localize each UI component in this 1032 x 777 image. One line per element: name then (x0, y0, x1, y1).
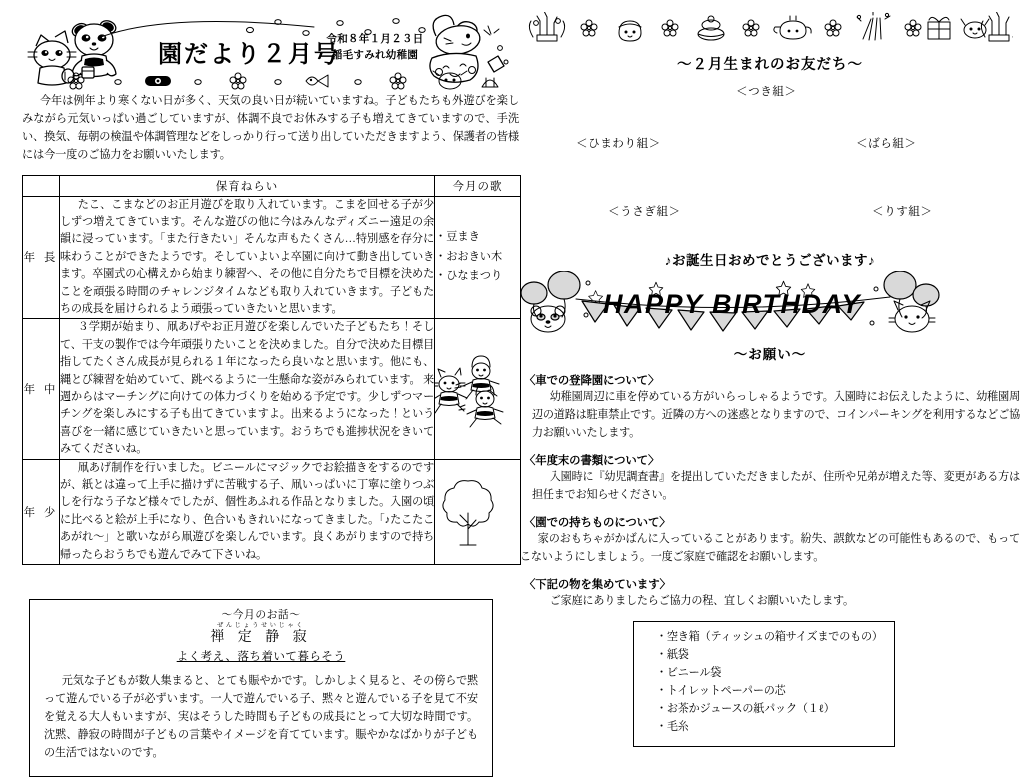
story-title: 禅 定 静 寂 (210, 630, 312, 646)
children-running-illustration-cell (435, 319, 521, 459)
request-body: 幼稚園周辺に車を停めている方がいらっしゃるようです。入園時にお伝えしたように、幼稚園周辺の道路は駐車禁止です。近隣の方への迷惑となりますので、コインパーキングを利用するなどご協力お願いいたします。 (532, 391, 1020, 439)
request-block-belongings (520, 514, 1020, 567)
grade-label-nencho: 年 長 (23, 196, 60, 319)
header-aim: 保育ねらい (60, 175, 435, 196)
list-item: ・お茶かジュースの紙パック（１ℓ） (656, 702, 835, 715)
request-heading: 〈下記の物を集めています〉 (524, 578, 671, 591)
collection-items-box (633, 621, 895, 747)
birthday-congratulations: ♪お誕生日おめでとうございます♪ (664, 253, 876, 268)
list-item: ・空き箱（ティッシュの箱サイズまでのもの） (656, 630, 883, 643)
aim-paragraph: たこ、こまなどのお正月遊びを取り入れています。こまを回せる子が少しずつ増えてきています。そんな遊びの他に今はみんなディズニー遠足の余韻に浸っています。「また行きたい」そんな声もたくさん…特別感を存分に味わうことができたようです。そしていよいよ卒園に向けて動き出していきます。卒園式の心構えから始まり練習へ、その他に自分たちで目標を決めたことを頑張る時間のチャレンジタイムなども取り入れていきます。子どもたちの成長を届けられるよう頑張っていきたいと思います。 (60, 198, 434, 315)
grade-label-nenchu: 年 中 (23, 319, 60, 459)
request-body: ご家庭にありましたらご協力の程、宜しくお願いいたします。 (549, 594, 854, 607)
story-title-ruby: ぜんじょうせいじゃく (217, 622, 305, 630)
masthead (22, 10, 522, 88)
request-body: 入園時に『幼児調査書』を提出していただきましたが、住所や兄弟が増えた等、変更がある方は担任までお知らせください。 (532, 470, 1020, 501)
class-aims-table (22, 175, 521, 566)
list-item: ・ビニール袋 (656, 666, 722, 679)
list-item: ・トイレットペーパーの芯 (656, 684, 786, 697)
header-blank (23, 175, 60, 196)
story-header (44, 607, 478, 664)
banner-text: HAPPY BIRTHDAY (602, 289, 862, 319)
request-heading: 〈園での持ちものについて〉 (524, 516, 671, 529)
request-block-documents (520, 452, 1020, 505)
page-title: 園だより２月号 (158, 42, 340, 68)
aim-text-nenchu (60, 319, 435, 459)
newyear-decoration-strip (527, 12, 1013, 46)
story-motto: よく考え、落ち着いて暮らそう (176, 650, 346, 664)
request-body: 家のおもちゃがかばんに入っていることがあります。紛失、誤飲などの可能性もあるので、もってこないようにしましょう。一度ご家庭で確認をお願いします。 (520, 532, 1020, 563)
aim-paragraph: 凧あげ制作を行いました。ビニールにマジックでお絵描きをするのですが、紙とは違って上手に描けずに苦戦する子、凧いっぱいに丁寧に塗りつぶしを行なう子など様々でしたが、個性あふれる作品となりました。入園の頃に比べると絵が上手になり、色合いもきれいになってきました。「♪たこたこあがれ〜」と歌いながら凧遊びを楽しんでいます。良くあがりますので持ち帰ったらおうちでも遊んでみて下さいね。 (60, 461, 434, 561)
grade-label-nensho: 年 少 (23, 459, 60, 564)
request-block-collection (520, 576, 1020, 611)
aim-paragraph: ３学期が始まり、凧あげやお正月遊びを楽しんでいた子どもたち！そして、干支の製作では今年頑張りたいことを決めました。自分で決めた目標目指してたくさん成長が見られる１年になったら良いなと思います。他にも、縄とび練習を始めていて、跳べるように一生懸命な姿がみられています。 来週からはマーチングに向けての体力づくりを始める予定です。少しずつマーチングを楽しみにする子も出てきていますよ。出来るようになった！という喜びを一緒に感じていきたいと思っています。おうちでも進捗状況をきいてみてくださいね。 (60, 321, 434, 456)
song-item: ・おおきい木 (435, 250, 503, 263)
tree-illustration-cell (435, 459, 521, 564)
collection-list (656, 629, 884, 737)
monthly-story-box (29, 599, 493, 777)
school-name: 稲毛すみれ幼稚園 (331, 50, 419, 62)
birthday-class-himawari: ＜ひまわり組＞ (576, 137, 661, 150)
table-row (23, 319, 521, 459)
list-item: ・毛糸 (656, 720, 689, 733)
birthday-class-usagi: ＜うさぎ組＞ (608, 205, 681, 218)
song-list-nencho (435, 196, 521, 319)
table-header-row (23, 175, 521, 196)
intro-paragraph: 今年は例年より寒くない日が多く、天気の良い日が続いていますね。子どもたちも外遊びを楽しみながら元気いっぱい過ごしていますが、体調不良でお休みする子も増えてきていますので、手洗い、換気、毎朝の検温や体調管理などをしっかり行って送り出していただきますよう、保護者の皆様には今一度のご協力をお願いいたします。 (22, 95, 519, 162)
tree-icon (435, 471, 501, 553)
happy-birthday-banner (520, 271, 1020, 333)
table-row (23, 196, 521, 319)
request-block-car (520, 372, 1020, 443)
aim-text-nensho (60, 459, 435, 564)
song-item: ・ひなまつり (435, 270, 503, 283)
children-running-icon (435, 341, 509, 437)
issue-date: 令和８年１月２３日 (326, 34, 424, 45)
happy-birthday-bunting-illustration (520, 271, 940, 333)
birthday-class-tsuki: ＜つき組＞ (736, 85, 797, 98)
request-heading: 〈年度末の書類について〉 (524, 454, 660, 467)
birthday-class-risu: ＜りす組＞ (872, 205, 933, 218)
list-item: ・紙袋 (656, 648, 689, 661)
masthead-decoration-row (46, 70, 506, 92)
right-column (520, 10, 1020, 733)
story-section-label: ～今月のお話～ (221, 609, 301, 622)
birthday-class-bara: ＜ばら組＞ (856, 137, 917, 150)
birthday-class-grid (520, 83, 1020, 247)
song-item: ・豆まき (435, 231, 480, 244)
story-body: 元気な子どもが数人集まると、とても賑やかです。しかしよく見ると、その傍らで黙って遊んでいる子が必ずいます。一人で遊んでいる子、黙々と遊んでいる子を見て不安を覚える大人もいますが、実はそうした時間も子どもの成長にとって大切な時間です。沈黙、静寂の時間が子どもの言葉やイメージを育てています。賑やかなばかりが子どもの生活ではないのです。 (44, 675, 478, 760)
left-column (22, 10, 522, 760)
aim-text-nencho (60, 196, 435, 319)
requests-title: ～お願い～ (733, 347, 807, 362)
birthday-section-title: ～２月生まれのお友だち～ (677, 57, 863, 73)
request-heading: 〈車での登降園について〉 (524, 375, 660, 387)
table-row (23, 459, 521, 564)
header-song: 今月の歌 (435, 175, 521, 196)
